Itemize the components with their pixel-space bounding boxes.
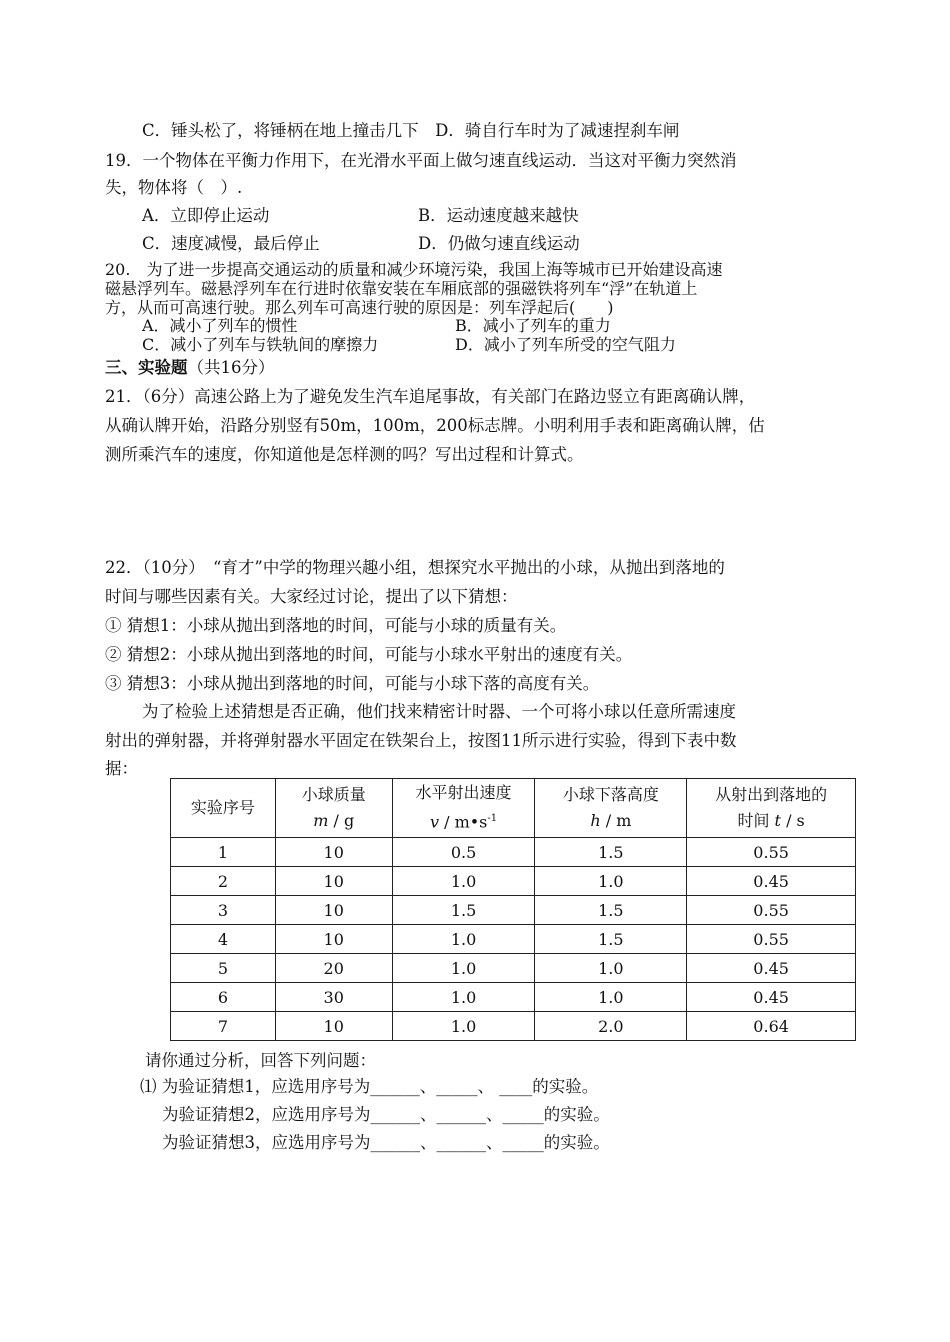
table-cell: 6 xyxy=(171,983,276,1012)
table-cell: 0.45 xyxy=(687,983,856,1012)
q21-line3: 测所乘汽车的速度，你知道他是怎样测的吗？写出过程和计算式。 xyxy=(105,445,584,464)
header-time xyxy=(687,779,856,838)
table-cell: 1.0 xyxy=(392,1012,535,1041)
table-cell: 2 xyxy=(171,867,276,896)
table-cell: 2.0 xyxy=(535,1012,687,1041)
table-cell: 3 xyxy=(171,896,276,925)
table-cell: 1.5 xyxy=(392,896,535,925)
q19-option-b: B．运动速度越来越快 xyxy=(418,206,579,225)
table-cell: 0.55 xyxy=(687,925,856,954)
header-time-label: 从射出到落地的 xyxy=(715,785,828,804)
header-speed-unit: / m•s xyxy=(439,812,488,832)
q20-stem-line1: 20. 为了进一步提高交通运动的质量和减少环境污染，我国上海等城市已开始建设高速 xyxy=(105,260,723,279)
q22-guess3: ③ 猜想3：小球从抛出到落地的时间，可能与小球下落的高度有关。 xyxy=(105,674,600,693)
table-cell: 10 xyxy=(275,1012,392,1041)
section-heading xyxy=(105,357,275,379)
header-height-unit: / m xyxy=(600,811,632,830)
q19-stem-line1: 19．一个物体在平衡力作用下，在光滑水平面上做匀速直线运动．当这对平衡力突然消 xyxy=(105,151,737,170)
table-cell: 0.55 xyxy=(687,896,856,925)
header-height xyxy=(535,779,687,838)
table-cell: 10 xyxy=(275,838,392,867)
q22-guess2: ② 猜想2：小球从抛出到落地的时间，可能与小球水平射出的速度有关。 xyxy=(105,645,633,664)
table-cell: 0.45 xyxy=(687,867,856,896)
table-cell: 1.0 xyxy=(535,983,687,1012)
table-cell: 1.0 xyxy=(535,867,687,896)
table-row xyxy=(171,867,856,896)
q21-line2: 从确认牌开始，沿路分别竖有50m，100m，200标志牌。小明利用手表和距离确认牌，估 xyxy=(105,416,765,435)
header-height-label: 小球下落高度 xyxy=(562,785,659,804)
table-cell: 0.64 xyxy=(687,1012,856,1041)
header-speed-symbol: v xyxy=(429,812,439,832)
q22-guess1: ① 猜想1：小球从抛出到落地的时间，可能与小球的质量有关。 xyxy=(105,616,567,635)
q19-option-d: D．仍做匀速直线运动 xyxy=(418,234,580,253)
q19-option-c: C．速度减慢，最后停止 xyxy=(142,234,320,253)
q22-prompt: 请你通过分析，回答下列问题： xyxy=(145,1051,376,1070)
header-mass-label: 小球质量 xyxy=(301,785,366,804)
table-cell: 1.0 xyxy=(392,983,535,1012)
q22-line2: 时间与哪些因素有关。大家经过讨论，提出了以下猜想： xyxy=(105,587,518,606)
header-height-symbol: h xyxy=(590,811,601,830)
table-cell: 1.5 xyxy=(535,925,687,954)
table-cell: 10 xyxy=(275,867,392,896)
q21-line1: 21．（6分）高速公路上为了避免发生汽车追尾事故，有关部门在路边竖立有距离确认牌， xyxy=(105,387,756,406)
table-cell: 1.0 xyxy=(392,925,535,954)
table-row xyxy=(171,838,856,867)
table-row xyxy=(171,954,856,983)
table-cell: 7 xyxy=(171,1012,276,1041)
table-cell: 10 xyxy=(275,896,392,925)
q20-stem-line2: 磁悬浮列车。磁悬浮列车在行进时依靠安装在车厢底部的强磁铁将列车“浮”在轨道上 xyxy=(105,279,698,298)
table-row xyxy=(171,925,856,954)
table-header-row xyxy=(171,779,856,838)
q19-option-a: A．立即停止运动 xyxy=(142,206,270,225)
q20-option-c: C．减小了列车与铁轨间的摩擦力 xyxy=(142,335,379,354)
q18-options-cd: C．锤头松了，将锤柄在地上撞击几下 D．骑自行车时为了减速捏刹车闸 xyxy=(142,121,680,140)
table-cell: 1.0 xyxy=(392,867,535,896)
header-time-unit: / s xyxy=(780,811,805,830)
q22-para-line1: 为了检验上述猜想是否正确，他们找来精密计时器、一个可将小球以任意所需速度 xyxy=(142,702,736,721)
table-cell: 0.45 xyxy=(687,954,856,983)
q20-option-d: D．减小了列车所受的空气阻力 xyxy=(455,335,676,354)
q22-answer-guess1: ⑴ 为验证猜想1，应选用序号为______、_____、 ____的实验。 xyxy=(140,1077,599,1096)
table-row xyxy=(171,983,856,1012)
table-cell: 0.55 xyxy=(687,838,856,867)
table-cell: 1.5 xyxy=(535,838,687,867)
table-cell: 4 xyxy=(171,925,276,954)
q22-para-line2: 射出的弹射器，并将弹射器水平固定在铁架台上，按图11所示进行实验，得到下表中数 xyxy=(105,731,737,750)
table-cell: 30 xyxy=(275,983,392,1012)
table-row xyxy=(171,1012,856,1041)
q20-stem-line3: 方，从而可高速行驶。那么列车可高速行驶的原因是：列车浮起后( ) xyxy=(105,298,614,317)
header-speed-label: 水平射出速度 xyxy=(415,783,512,803)
table-cell: 1 xyxy=(171,838,276,867)
header-mass-symbol: m xyxy=(313,811,329,830)
q20-option-b: B．减小了列车的重力 xyxy=(455,316,611,335)
table-cell: 10 xyxy=(275,925,392,954)
q22-answer-guess3: 为验证猜想3，应选用序号为______、______、_____的实验。 xyxy=(162,1133,610,1152)
q22-answer-guess2: 为验证猜想2，应选用序号为______、______、_____的实验。 xyxy=(162,1105,610,1124)
table-row xyxy=(171,896,856,925)
table-cell: 20 xyxy=(275,954,392,983)
experiment-data-table xyxy=(170,778,856,1041)
table-cell: 5 xyxy=(171,954,276,983)
q22-para-line3: 据： xyxy=(105,759,138,778)
header-time-prefix: 时间 xyxy=(737,811,775,830)
section-title: 三、实验题 xyxy=(105,358,188,377)
table-cell: 1.0 xyxy=(392,954,535,983)
header-speed-exponent: -1 xyxy=(487,813,498,825)
header-mass-unit: / g xyxy=(328,811,355,830)
header-mass xyxy=(275,779,392,838)
header-time-symbol: t xyxy=(774,811,781,830)
table-cell: 1.5 xyxy=(535,896,687,925)
q22-line1: 22．（10分） “育才”中学的物理兴趣小组，想探究水平抛出的小球，从抛出到落地的 xyxy=(105,558,725,577)
header-speed xyxy=(392,779,535,838)
table-cell: 0.5 xyxy=(392,838,535,867)
q20-option-a: A．减小了列车的惯性 xyxy=(142,316,298,335)
table-cell: 1.0 xyxy=(535,954,687,983)
header-trial-no: 实验序号 xyxy=(171,779,276,838)
q19-stem-line2: 失，物体将（ ）. xyxy=(105,178,243,197)
section-points: （共16分） xyxy=(187,358,275,377)
